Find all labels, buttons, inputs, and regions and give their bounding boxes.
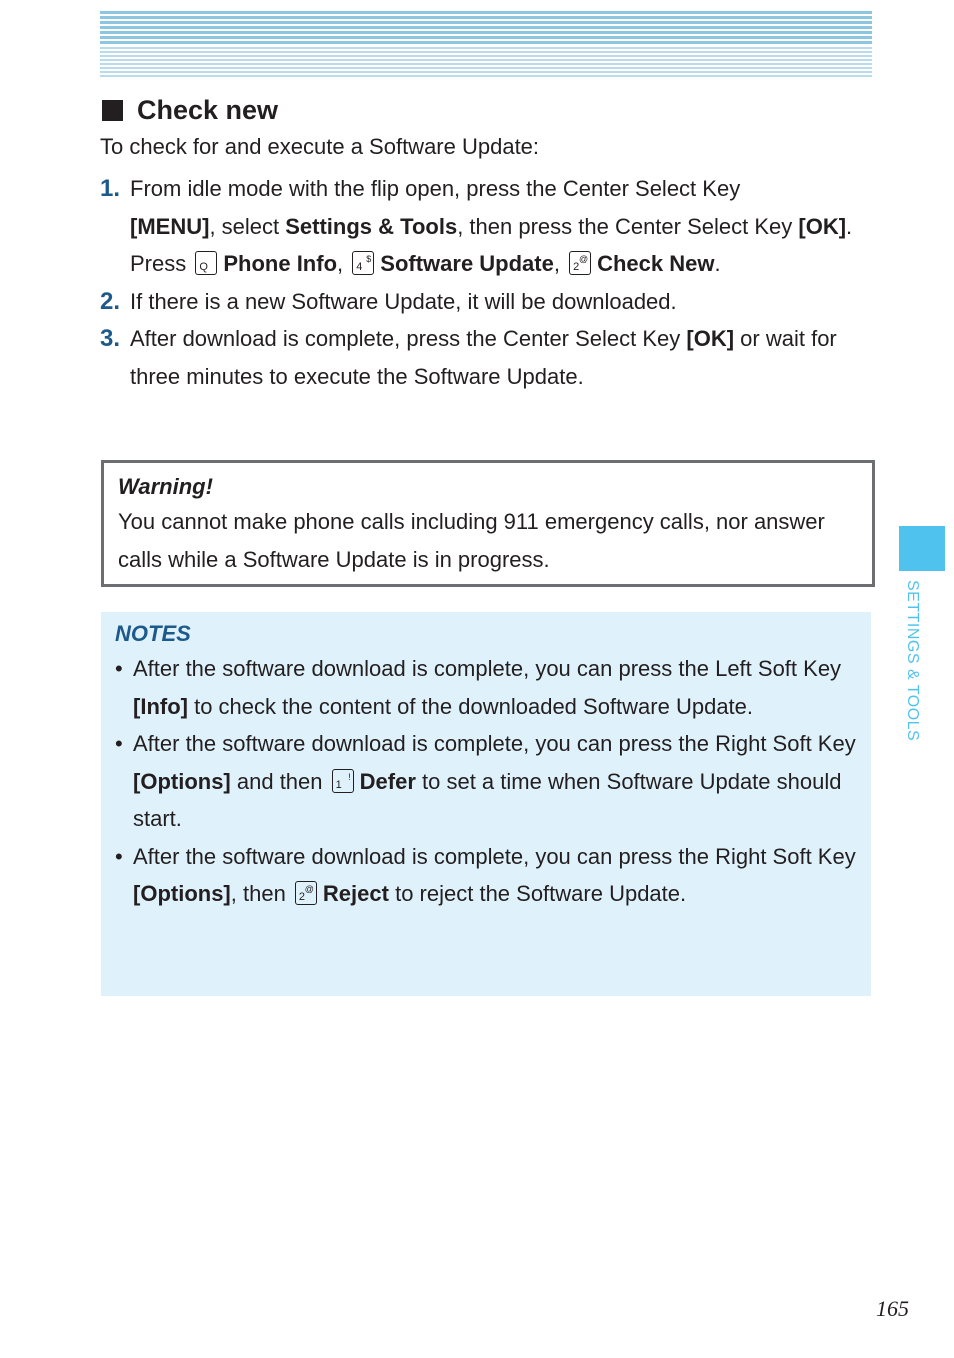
step-text: , then press the Center Select Key xyxy=(457,213,799,239)
reject-label: Reject xyxy=(322,881,389,906)
page-number: 165 xyxy=(876,1296,909,1321)
phone-info-label: Phone Info xyxy=(223,251,338,276)
ok-key-label: [OK] xyxy=(686,326,735,351)
note-text: to reject the Software Update. xyxy=(388,881,687,906)
key-sup: @ xyxy=(304,884,314,894)
2-key-icon xyxy=(295,881,317,905)
bullet: • xyxy=(115,656,123,681)
menu-key-label: [MENU] xyxy=(130,213,210,239)
step-text: From idle mode with the flip open, press the Center Select Key xyxy=(130,176,741,201)
key-sup: @ xyxy=(578,254,589,264)
note-text: , then xyxy=(230,881,292,906)
step-text: , xyxy=(337,251,344,276)
key-char: 2 xyxy=(298,891,306,903)
header-stripes xyxy=(100,11,872,79)
options-key-label: [Options] xyxy=(133,881,231,906)
check-new-label: Check New xyxy=(597,251,715,276)
step-number: 1. xyxy=(100,175,121,202)
step-2 xyxy=(100,283,880,321)
software-update-label: Software Update xyxy=(380,251,554,276)
section-heading xyxy=(102,92,278,128)
square-bullet-icon xyxy=(102,100,123,121)
intro-text: To check for and execute a Software Update: xyxy=(100,134,540,159)
step-text: , select xyxy=(209,213,286,239)
4-key-icon xyxy=(352,251,374,275)
side-section-label: SETTINGS & TOOLS xyxy=(904,580,921,742)
step-3 xyxy=(100,320,880,395)
step-text: or wait for three minutes to execute the Software Update. xyxy=(130,326,837,389)
step-text: . Press xyxy=(130,213,853,276)
side-tab xyxy=(899,526,945,571)
defer-label: Defer xyxy=(359,768,416,794)
note-text: After the software download is complete, you can press the Right Soft Key xyxy=(133,843,856,869)
notes-box xyxy=(101,612,871,996)
key-char: 1 xyxy=(335,778,342,791)
steps-list xyxy=(100,170,880,395)
note-item xyxy=(115,838,857,913)
step-1 xyxy=(100,170,880,283)
info-key-label: [Info] xyxy=(133,693,188,719)
step-text: , xyxy=(553,251,560,276)
key-sup: $ xyxy=(366,254,372,264)
2-key-icon xyxy=(569,251,591,275)
key-char: 4 xyxy=(356,261,363,273)
bullet: • xyxy=(115,843,123,869)
note-text: After the software download is complete, you can press the Left Soft Key xyxy=(133,656,842,681)
key-sup: ! xyxy=(348,771,351,782)
step-number: 2. xyxy=(100,287,121,315)
1-key-icon xyxy=(332,769,354,793)
notes-title: NOTES xyxy=(115,621,191,646)
note-text: After the software download is complete, you can press the Right Soft Key xyxy=(133,731,856,756)
ok-key-label: [OK] xyxy=(798,213,847,239)
note-item xyxy=(115,725,857,838)
step-text: After download is complete, press the Center Select Key xyxy=(130,326,687,351)
key-char: Q xyxy=(199,261,208,273)
step-text: If there is a new Software Update, it will be downloaded. xyxy=(130,288,677,314)
heading-text: Check new xyxy=(137,94,279,125)
options-key-label: [Options] xyxy=(133,768,231,794)
bullet: • xyxy=(115,731,123,756)
note-item xyxy=(115,650,857,725)
key-char: 2 xyxy=(573,261,580,273)
warning-title: Warning! xyxy=(118,474,213,499)
q-key-icon xyxy=(195,251,217,275)
note-text: to check the content of the downloaded Software Update. xyxy=(187,693,754,719)
note-text: and then xyxy=(230,768,329,794)
settings-tools-label: Settings & Tools xyxy=(285,213,458,239)
step-number: 3. xyxy=(100,325,121,352)
warning-text: You cannot make phone calls including 911 emergency calls, nor answer calls while a Software Update is in progress. xyxy=(118,509,825,572)
note-text: to set a time when Software Update should start. xyxy=(133,768,842,831)
warning-box xyxy=(101,460,875,587)
step-text: . xyxy=(714,251,721,276)
